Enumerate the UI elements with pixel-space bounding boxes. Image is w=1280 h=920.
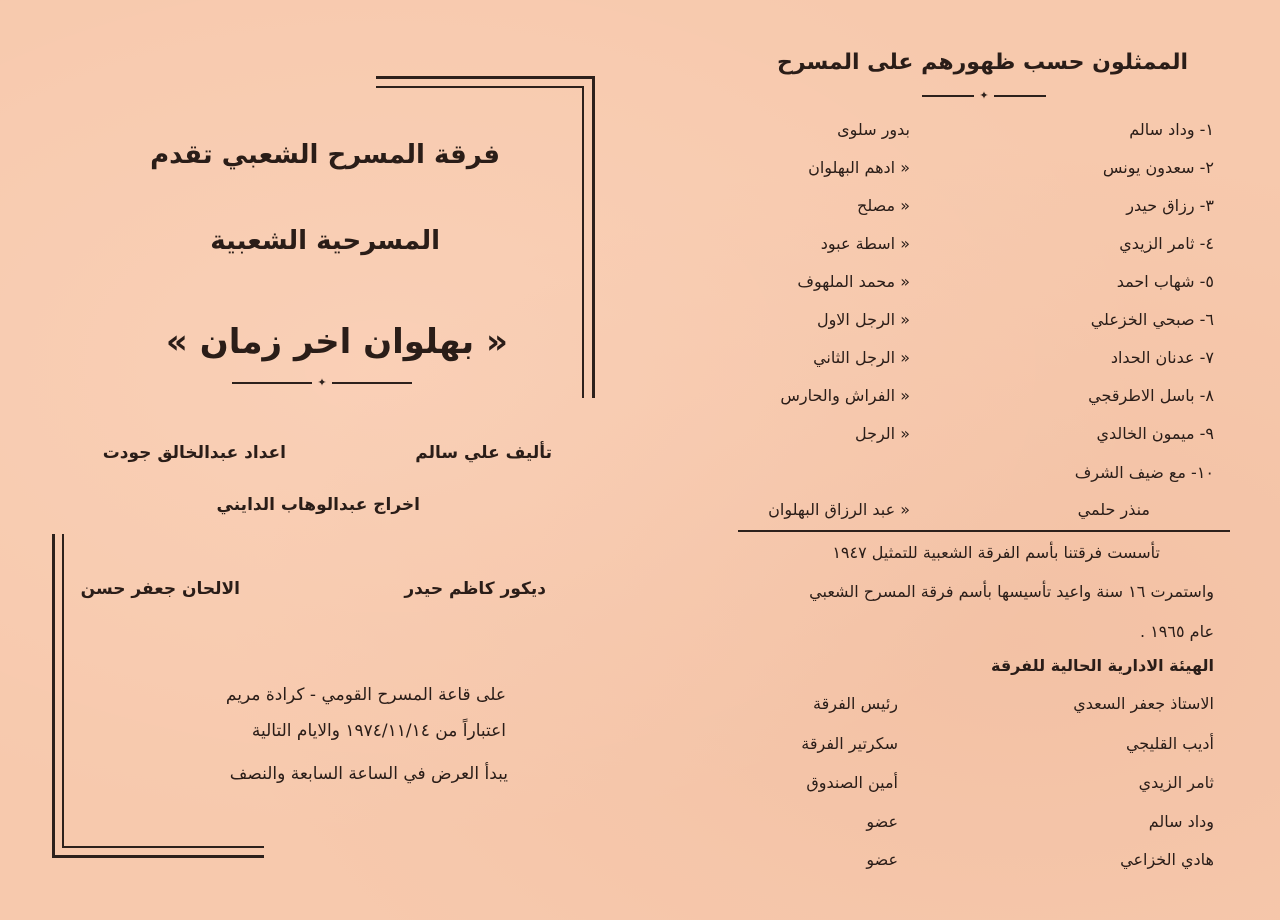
cast-role-3: « مصلح (857, 196, 910, 215)
music-credit: الالحان جعفر حسن (80, 579, 240, 599)
frame-top-outer (376, 76, 594, 79)
cast-ten-role: « عبد الرزاق البهلوان (768, 500, 910, 519)
cast-divider (922, 90, 1046, 102)
cast-actor-5: ٥- شهاب احمد (1116, 272, 1214, 291)
dates-line: اعتباراً من ١٩٧٤/١١/١٤ والايام التالية (251, 721, 506, 741)
ornament-icon: ✦ (979, 89, 989, 102)
author-credit: تأليف علي سالم (415, 443, 552, 463)
board-name-1: الاستاذ جعفر السعدي (1073, 694, 1214, 713)
cast-ten-actor: منذر حلمي (1077, 500, 1150, 519)
frame-left-inner (62, 534, 64, 848)
cast-role-1: بدور سلوى (837, 120, 910, 139)
decor-credit: ديكور كاظم حيدر (404, 579, 546, 599)
cast-role-4: « اسطة عبود (820, 234, 910, 253)
cast-role-2: « ادهم البهلوان (808, 158, 910, 177)
cast-role-8: « الفراش والحارس (780, 386, 910, 405)
board-post-1: رئيس الفرقة (813, 694, 898, 713)
cast-role-6: « الرجل الاول (816, 310, 910, 329)
cast-role-5: « محمد الملهوف (797, 272, 910, 291)
title-divider (232, 377, 412, 389)
cast-actor-4: ٤- ثامر الزيدي (1119, 234, 1214, 253)
showtime-line: يبدأ العرض في الساعة السابعة والنصف (229, 764, 508, 784)
presents-heading: فرقة المسرح الشعبي تقدم (150, 140, 500, 170)
board-post-2: سكرتير الفرقة (801, 734, 898, 753)
cast-actor-9: ٩- ميمون الخالدي (1096, 424, 1214, 443)
frame-bottom-inner (62, 846, 264, 848)
board-post-4: عضو (866, 812, 898, 831)
board-post-3: أمين الصندوق (806, 773, 898, 792)
cast-actor-8: ٨- باسل الاطرقجي (1088, 386, 1214, 405)
ornament-icon: ✦ (317, 376, 327, 389)
cast-actor-1: ١- وداد سالم (1129, 120, 1214, 139)
section-rule (738, 530, 1230, 532)
director-credit: اخراج عبدالوهاب الدايني (216, 495, 420, 515)
board-post-5: عضو (866, 850, 898, 869)
cast-actor-6: ٦- صبحي الخزعلي (1090, 310, 1214, 329)
board-name-5: هادي الخزاعي (1120, 850, 1214, 869)
cast-role-7: « الرجل الثاني (813, 348, 910, 367)
board-name-3: ثامر الزيدي (1138, 773, 1214, 792)
frame-right-outer (592, 76, 595, 398)
board-name-4: وداد سالم (1148, 812, 1214, 831)
play-title: « بهلوان اخر زمان » (165, 322, 508, 362)
cast-actor-7: ٧- عدنان الحداد (1110, 348, 1214, 367)
frame-left-outer (52, 534, 55, 858)
play-type: المسرحية الشعبية (210, 226, 440, 256)
cast-actor-2: ٢- سعدون يونس (1102, 158, 1214, 177)
board-name-2: أديب القليجي (1125, 734, 1214, 753)
history-line-2: واستمرت ١٦ سنة واعيد تأسيسها بأسم فرقة المسرح الشعبي (809, 582, 1214, 601)
cast-heading: الممثلون حسب ظهورهم على المسرح (777, 50, 1188, 75)
venue-line: على قاعة المسرح القومي - كرادة مريم (225, 685, 506, 705)
frame-right-inner (582, 86, 584, 398)
frame-top-inner (376, 86, 584, 88)
history-line-1: تأسست فرقتنا بأسم الفرقة الشعبية للتمثيل ١٩٤٧ (832, 543, 1160, 562)
frame-bottom-outer (52, 855, 264, 858)
adaptation-credit: اعداد عبدالخالق جودت (102, 443, 286, 463)
board-heading: الهيئة الادارية الحالية للفرقة (990, 656, 1214, 675)
history-line-3: عام ١٩٦٥ . (1140, 622, 1214, 641)
cast-ten-heading: ١٠- مع ضيف الشرف (1074, 463, 1214, 482)
cast-actor-3: ٣- رزاق حيدر (1126, 196, 1214, 215)
cast-role-9: « الرجل (854, 424, 910, 443)
